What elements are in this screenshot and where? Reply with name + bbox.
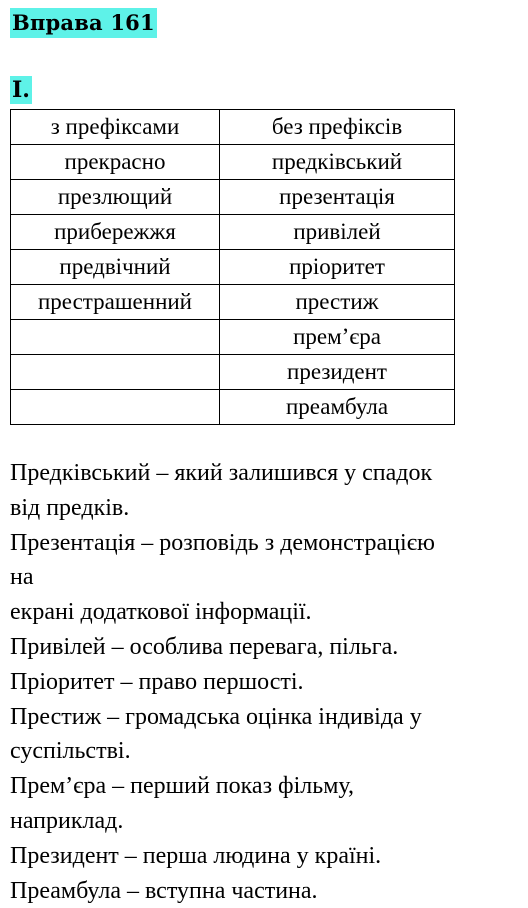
table-cell: престрашенний xyxy=(11,285,220,320)
table-cell: предвічний xyxy=(11,250,220,285)
definitions-block xyxy=(10,456,524,908)
table-row xyxy=(11,180,455,215)
table-cell: презентація xyxy=(220,180,455,215)
prefix-table xyxy=(10,109,455,425)
column-header-without-prefixes: без префіксів xyxy=(220,110,455,145)
definition-line: Прем’єра – перший показ фільму, xyxy=(10,773,354,800)
definition-line: екрані додаткової інформації. xyxy=(10,599,312,626)
definition-line: від предків. xyxy=(10,494,130,521)
table-cell xyxy=(11,320,220,355)
table-row xyxy=(11,145,455,180)
definition-line: на xyxy=(10,564,34,591)
table-cell: прем’єра xyxy=(220,320,455,355)
definition-line: Презентація – розповідь з демонстрацією xyxy=(10,529,435,556)
table-cell: преамбула xyxy=(220,390,455,425)
table-row xyxy=(11,250,455,285)
table-cell: предківський xyxy=(220,145,455,180)
definition-line: Преамбула – вступна частина. xyxy=(10,877,318,904)
table-row xyxy=(11,390,455,425)
definition-line: наприклад. xyxy=(10,807,124,834)
table-cell: презлющий xyxy=(11,180,220,215)
column-header-with-prefixes: з префіксами xyxy=(11,110,220,145)
table-header-row xyxy=(11,110,455,145)
table-cell: престиж xyxy=(220,285,455,320)
definition-line: Привілей – особлива перевага, пільга. xyxy=(10,633,399,660)
definition-line: Предківський – який залишився у спадок xyxy=(10,460,433,486)
definition-line: Пріоритет – право першості. xyxy=(10,668,304,695)
table-row xyxy=(11,320,455,355)
table-cell xyxy=(11,390,220,425)
table-cell xyxy=(11,355,220,390)
table-row xyxy=(11,355,455,390)
section-label: I. xyxy=(12,77,30,103)
table-cell: пріоритет xyxy=(220,250,455,285)
definition-line: Президент – перша людина у країні. xyxy=(10,842,382,869)
table-cell: прибережжя xyxy=(11,215,220,250)
table-row xyxy=(11,215,455,250)
table-cell: привілей xyxy=(220,215,455,250)
definition-line: суспільстві. xyxy=(10,738,131,765)
table-cell: президент xyxy=(220,355,455,390)
table-cell: прекрасно xyxy=(11,145,220,180)
exercise-title: Вправа 161 xyxy=(10,8,157,38)
definition-line: Престиж – громадська оцінка індивіда у xyxy=(10,703,422,730)
table-row xyxy=(11,285,455,320)
